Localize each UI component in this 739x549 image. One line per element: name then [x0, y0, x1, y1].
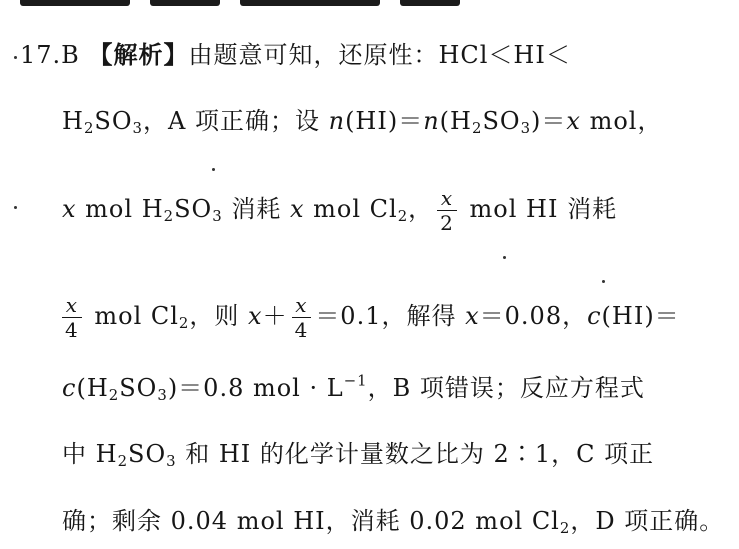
cropped-previous-line	[0, 0, 739, 12]
print-speck	[212, 168, 215, 171]
line-3: x mol $H_2SO_3$ 消耗 x mol $Cl_2$， $\frac{x}{2}$ mol HI 消耗	[62, 186, 618, 235]
print-speck	[14, 206, 17, 209]
fraction-x-over-2: $\frac{x}{2}$	[437, 188, 457, 233]
line-7: 确；剩余 0.04 mol HI，消耗 0.02 mol $Cl_2$，D 项正确。	[62, 507, 725, 538]
print-speck	[503, 256, 506, 259]
line-2: $H_2SO_3$，A 项正确；设 $n(HI)=n(H_2SO_3)=x$ mol，	[62, 107, 663, 138]
line-6: 中 $H_2SO_3$ 和 HI 的化学计量数之比为 2∶1，C 项正	[62, 440, 655, 471]
line-1-text: 由题意可知，还原性：HCl＜HI＜	[188, 41, 571, 69]
answer-letter: B	[61, 41, 80, 69]
line-5: $c(H_2SO_3)=0.8$ mol · $L^{-1}$，B 项错误；反应方程式	[62, 371, 645, 405]
fraction-x-over-4: $\frac{x}{4}$	[62, 295, 82, 340]
print-speck	[14, 56, 17, 59]
fraction-x-over-4-second: $\frac{x}{4}$	[292, 295, 312, 340]
print-speck	[602, 280, 605, 283]
line-1	[20, 37, 571, 73]
question-number: 17.	[20, 41, 62, 69]
analysis-tag: 【解析】	[88, 40, 189, 69]
line-4: $\frac{x}{4}$ mol $Cl_2$，则 x＋ $\frac{x}{4}$ ＝0.1，解得 x＝0.08，c(HI)＝	[62, 295, 680, 340]
